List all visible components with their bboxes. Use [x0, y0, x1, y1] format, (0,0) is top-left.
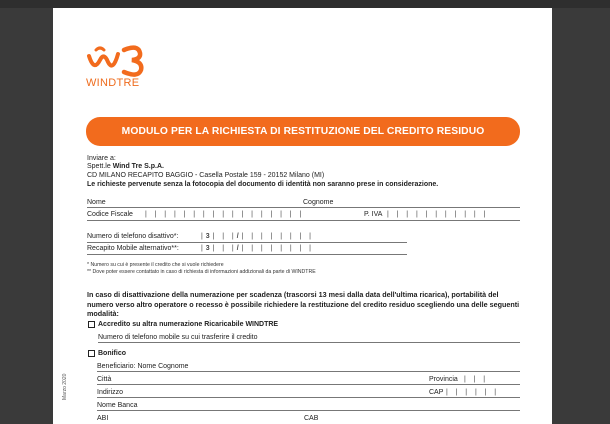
recipient-company: Wind Tre S.p.A.	[112, 163, 164, 170]
cab-label: CAB	[304, 415, 319, 422]
bonifico-label: Bonifico	[98, 350, 126, 357]
note-1: * Numero su cui è presente il credito che si vuole richiedere	[87, 262, 224, 268]
recapito-mobile-line	[87, 254, 407, 255]
codice-fiscale-boxes[interactable]: | | | | | | | | | | | | | | | | |	[145, 211, 302, 218]
tel-disattivo-slash: /	[236, 233, 240, 240]
nome-label: Nome	[87, 199, 106, 206]
windtre-logo-icon	[86, 44, 152, 80]
tel-disattivo-label: Numero di telefono disattivo*:	[87, 233, 179, 240]
citta-line[interactable]	[97, 384, 520, 385]
send-to-label: Inviare a:	[87, 155, 116, 162]
provincia-boxes[interactable]: | | |	[464, 376, 486, 383]
refund-instructions: In caso di disattivazione della numerazione per scadenza (trascorsi 13 mesi dalla data dell'ultima ricarica), portabilità del numero verso altro operatore o recesso è possibile richiedere la restituzione del credito residuo scegliendo una delle seguenti modalità:	[87, 290, 520, 319]
recapito-mobile-prefix: 3	[205, 245, 211, 252]
document-page	[53, 8, 552, 424]
bonifico-checkbox[interactable]	[88, 350, 95, 357]
form-title-banner	[86, 117, 520, 146]
tel-disattivo-prefix: 3	[205, 233, 211, 240]
id-warning: Le richieste pervenute senza la fotocopia del documento di identità non saranno prese in considerazione.	[87, 181, 439, 188]
citta-label: Città	[97, 376, 112, 383]
side-date: Marzo 2020	[62, 373, 68, 400]
provincia-label: Provincia	[429, 376, 458, 383]
recipient-prefix: Spett.le	[87, 163, 113, 170]
abi-label: ABI	[97, 415, 109, 422]
form-title: MODULO PER LA RICHIESTA DI RESTITUZIONE DEL CREDITO RESIDUO	[121, 126, 485, 137]
accredito-number-line[interactable]	[98, 342, 520, 343]
recipient-line	[87, 163, 164, 171]
accredito-number-label: Numero di telefono mobile su cui trasferire il credito	[98, 334, 258, 341]
beneficiario-label: Beneficiario: Nome Cognome	[97, 363, 189, 370]
cap-boxes[interactable]: | | | | | |	[446, 389, 497, 396]
cognome-label: Cognome	[303, 199, 334, 206]
tel-disattivo-line	[87, 242, 407, 243]
recapito-mobile-slash: /	[236, 245, 240, 252]
codice-fiscale-line	[87, 220, 520, 221]
brand-name: WINDTRE	[86, 77, 140, 89]
beneficiario-line[interactable]	[97, 371, 520, 372]
recapito-mobile-label: Recapito Mobile alternativo**:	[87, 245, 179, 252]
indirizzo-line[interactable]	[97, 397, 520, 398]
windtre-logo	[86, 44, 166, 96]
recapito-mobile-boxes[interactable]: | 3 | | | / | | | | | | | |	[201, 245, 312, 252]
nome-cognome-line[interactable]	[87, 207, 520, 208]
piva-boxes[interactable]: | | | | | | | | | | |	[387, 211, 486, 218]
note-2: ** Dove poter essere contattato in caso di richiesta di informazioni addizionali da parte di WINDTRE	[87, 269, 316, 275]
accredito-checkbox[interactable]	[88, 321, 95, 328]
codice-fiscale-label: Codice Fiscale	[87, 211, 133, 218]
piva-label: P. IVA	[364, 211, 383, 218]
indirizzo-label: Indirizzo	[97, 389, 124, 396]
cap-label: CAP	[429, 389, 444, 396]
tel-disattivo-boxes[interactable]: | 3 | | | / | | | | | | | |	[201, 233, 312, 240]
nome-banca-line[interactable]	[97, 410, 520, 411]
viewer-top-bar	[0, 0, 610, 8]
accredito-label: Accredito su altra numerazione Ricaricabile WINDTRE	[98, 321, 279, 328]
nome-banca-label: Nome Banca	[97, 402, 138, 409]
recipient-address: CD MILANO RECAPITO BAGGIO - Casella Postale 159 - 20152 Milano (MI)	[87, 172, 325, 179]
